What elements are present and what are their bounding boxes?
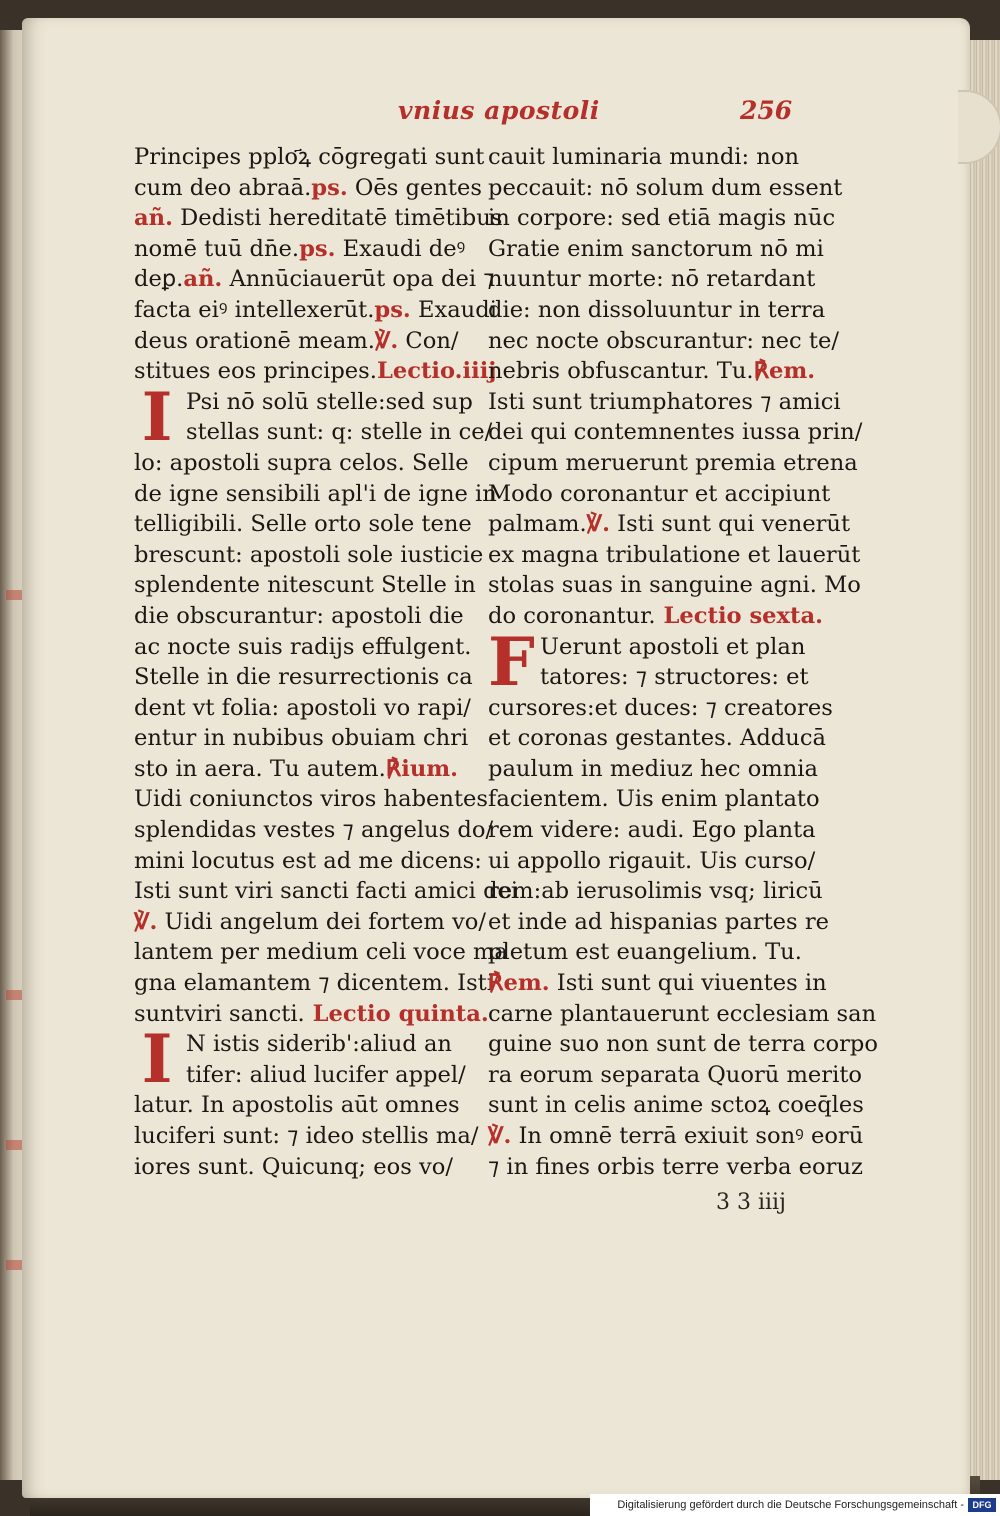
line-text: cipum meruerunt premia etrena bbox=[488, 449, 858, 476]
line-text: suntviri sancti. bbox=[134, 1000, 305, 1027]
line-text: Isti sunt qui venerūt bbox=[610, 511, 851, 538]
rubric-mark: ℣. bbox=[488, 1123, 512, 1149]
line-text: et inde ad hispanias partes re bbox=[488, 908, 830, 935]
line-text: ac nocte suis radijs effulgent. bbox=[134, 633, 472, 660]
drop-capital: F bbox=[488, 622, 535, 701]
line-text: lo: apostoli supra celos. Selle bbox=[134, 449, 469, 476]
line-text: mini locutus est ad me dicens: bbox=[134, 847, 482, 874]
text-line bbox=[134, 632, 484, 663]
text-line bbox=[488, 326, 838, 357]
rubric-mark: Lectio quinta. bbox=[304, 1000, 489, 1027]
line-text: dent vt folia: apostoli vo rapi/ bbox=[134, 694, 471, 721]
text-line bbox=[488, 723, 838, 754]
text-line bbox=[134, 723, 484, 754]
line-text: in corpore: sed etiā magis nūc bbox=[488, 205, 836, 232]
text-line bbox=[134, 968, 494, 999]
text-line bbox=[134, 907, 484, 938]
line-text: stitues eos principes. bbox=[134, 358, 377, 385]
text-line bbox=[134, 662, 484, 693]
text-line bbox=[488, 540, 861, 571]
text-line bbox=[488, 754, 838, 785]
line-text: nebris obfuscantur. Tu. bbox=[488, 358, 754, 385]
text-line bbox=[134, 784, 489, 815]
line-text: lantem per medium celi voce ma bbox=[134, 939, 508, 966]
running-head-title: vnius apostoli bbox=[398, 96, 600, 125]
text-line bbox=[134, 264, 495, 295]
dfg-logo: DFG bbox=[968, 1498, 996, 1512]
line-text: In omnē terrā exiuit sonꝰ eorū bbox=[511, 1123, 864, 1149]
line-text: Isti sunt triumphatores ⁊ amici bbox=[488, 388, 841, 415]
text-line bbox=[488, 234, 838, 265]
line-text: Principes pplo҃ꝝ cōgregati sunt bbox=[134, 144, 485, 170]
line-text: nomē tuū dn̄e. bbox=[134, 235, 300, 262]
text-line bbox=[134, 1060, 484, 1091]
line-text: peccauit: nō solum dum essent bbox=[488, 174, 843, 201]
line-text: tifer: aliud lucifer appel/ bbox=[186, 1061, 466, 1088]
rubric-mark: Lectio.iiij bbox=[376, 358, 497, 385]
line-text: facientem. Uis enim plantato bbox=[488, 786, 820, 813]
line-text: gna elamantem ⁊ dicentem. Isti bbox=[134, 970, 494, 997]
text-line bbox=[134, 540, 484, 571]
text-line bbox=[488, 601, 838, 632]
line-text: dei qui contemnentes iussa prin/ bbox=[488, 419, 863, 446]
text-line bbox=[488, 1090, 864, 1121]
text-line bbox=[488, 815, 838, 846]
drop-capital: I bbox=[141, 377, 173, 456]
text-line bbox=[488, 509, 851, 540]
text-line bbox=[134, 1090, 484, 1121]
text-line bbox=[488, 203, 838, 234]
text-line bbox=[488, 784, 838, 815]
line-text: Gratie enim sanctorum nō mi bbox=[488, 235, 824, 262]
line-text: ra eorum separata Quorū merito bbox=[488, 1061, 862, 1088]
rubric-mark: ps. bbox=[299, 235, 336, 262]
line-text: die obscurantur: apostoli die bbox=[134, 602, 464, 629]
line-text: splendente nitescunt Stelle in bbox=[134, 572, 476, 599]
text-line bbox=[134, 846, 484, 877]
line-text: Uidi coniunctos viros habentes bbox=[134, 786, 489, 813]
line-text: sto in aera. Tu autem. bbox=[134, 755, 386, 782]
signature-mark: 3 3 iiij bbox=[716, 1190, 786, 1215]
line-text: rem:ab ierusolimis vsq; liricū bbox=[488, 878, 823, 905]
text-line bbox=[134, 876, 519, 907]
line-text: entur in nubibus obuiam chri bbox=[134, 725, 469, 752]
line-text: Uidi angelum dei fortem vo/ bbox=[157, 908, 486, 935]
line-text: Exaudi bbox=[410, 296, 497, 323]
text-line bbox=[488, 173, 843, 204]
line-text: Isti sunt viri sancti facti amici dei bbox=[134, 878, 519, 905]
rubric-mark: añ. bbox=[183, 266, 223, 293]
rubric-mark: ps. bbox=[374, 296, 411, 323]
line-text: stolas suas in sanguine agni. Mo bbox=[488, 572, 861, 599]
text-line bbox=[488, 937, 838, 968]
rubric-mark: añ. bbox=[134, 205, 173, 232]
line-text: pletum est euangelium. Tu. bbox=[488, 939, 802, 966]
line-text: Con/ bbox=[398, 327, 459, 354]
text-line bbox=[134, 356, 497, 387]
left-text-column bbox=[134, 142, 519, 1182]
line-text: sunt in celis anime sctoꝝ coeq̄les bbox=[488, 1092, 864, 1119]
text-line bbox=[488, 1121, 864, 1152]
rubric-mark: ℟em. bbox=[753, 358, 816, 385]
line-text: do coronantur. bbox=[488, 602, 656, 629]
rubric-mark: ps. bbox=[311, 174, 348, 201]
line-text: latur. In apostolis aūt omnes bbox=[134, 1092, 460, 1119]
rubric-mark: ℟ium. bbox=[385, 755, 459, 782]
line-text: Annūciauerūt opa dei ⁊ bbox=[222, 266, 495, 293]
line-text: tatores: ⁊ structores: et bbox=[540, 664, 809, 691]
text-line bbox=[488, 1152, 863, 1183]
line-text: facta eiꝰ intellexerūt. bbox=[134, 296, 375, 323]
line-text: carne plantauerunt ecclesiam san bbox=[488, 1000, 877, 1027]
line-text: deus orationē meam. bbox=[134, 327, 375, 354]
line-text: paulum in mediuz hec omnia bbox=[488, 755, 818, 782]
text-line bbox=[134, 448, 484, 479]
text-line bbox=[134, 693, 484, 724]
text-line bbox=[488, 570, 861, 601]
line-text: splendidas vestes ⁊ angelus do/ bbox=[134, 817, 494, 844]
text-line bbox=[134, 173, 484, 204]
text-line bbox=[134, 601, 484, 632]
line-text: Uerunt apostoli et plan bbox=[540, 633, 806, 660]
text-line bbox=[134, 509, 484, 540]
text-line bbox=[134, 142, 484, 173]
line-text: guine suo non sunt de terra corpo bbox=[488, 1031, 878, 1058]
text-line bbox=[134, 1121, 484, 1152]
text-line bbox=[488, 448, 858, 479]
line-text: cauit luminaria mundi: non bbox=[488, 144, 800, 170]
line-text: Modo coronantur et accipiunt bbox=[488, 480, 831, 507]
line-text: Stelle in die resurrectionis ca bbox=[134, 664, 473, 691]
text-line bbox=[134, 937, 508, 968]
text-line bbox=[488, 417, 863, 448]
text-line bbox=[134, 295, 497, 326]
line-text: de igne sensibili apl'i de igne in bbox=[134, 480, 497, 507]
text-line bbox=[488, 662, 838, 693]
text-line bbox=[134, 815, 494, 846]
line-text: ui appollo rigauit. Uis curso/ bbox=[488, 847, 816, 874]
text-line bbox=[488, 1060, 862, 1091]
line-text: Dedisti hereditatē timētibus bbox=[172, 205, 503, 232]
drop-capital: I bbox=[141, 1020, 173, 1099]
text-line bbox=[488, 907, 838, 938]
rubric-mark: ℟em. bbox=[488, 970, 550, 997]
text-line bbox=[488, 1029, 878, 1060]
folio-number: 256 bbox=[740, 96, 793, 125]
line-text: luciferi sunt: ⁊ ideo stellis ma/ bbox=[134, 1123, 479, 1149]
text-line bbox=[134, 326, 484, 357]
rubric-mark: ℣. bbox=[586, 511, 610, 538]
text-line bbox=[488, 876, 838, 907]
right-text-column bbox=[488, 142, 878, 1182]
line-text: Exaudi deꝰ bbox=[335, 235, 466, 262]
line-text: ex magna tribulatione et lauerūt bbox=[488, 541, 861, 568]
text-line bbox=[488, 264, 838, 295]
text-line bbox=[134, 1152, 484, 1183]
text-line bbox=[134, 999, 489, 1030]
text-line bbox=[488, 846, 838, 877]
text-line bbox=[134, 234, 484, 265]
rubric-mark: ℣. bbox=[374, 327, 399, 354]
line-text: rem videre: audi. Ego planta bbox=[488, 817, 816, 844]
text-line bbox=[488, 999, 877, 1030]
line-text: telligibili. Selle orto sole tene bbox=[134, 511, 472, 538]
line-text: die: non dissoluuntur in terra bbox=[488, 296, 826, 323]
line-text: iores sunt. Quicunq; eos vo/ bbox=[134, 1153, 453, 1180]
line-text: Psi nō solū stelle:sed sup bbox=[186, 388, 473, 415]
line-text: ⁊ in fines orbis terre verba eoruz bbox=[488, 1153, 863, 1180]
text-line bbox=[488, 968, 838, 999]
text-line bbox=[134, 203, 503, 234]
text-line bbox=[488, 479, 838, 510]
text-line bbox=[488, 295, 838, 326]
text-line bbox=[134, 754, 484, 785]
line-text: deꝑ. bbox=[134, 266, 184, 293]
line-text: Isti sunt qui viuentes in bbox=[549, 970, 827, 997]
text-line bbox=[488, 693, 838, 724]
text-line bbox=[488, 142, 838, 173]
text-line bbox=[488, 387, 841, 418]
rubric-mark: ℣. bbox=[134, 908, 158, 935]
running-head bbox=[0, 96, 1000, 136]
line-text: N istis siderib':aliud an bbox=[186, 1031, 452, 1058]
line-text: cum deo abraā. bbox=[134, 174, 312, 201]
text-line bbox=[134, 570, 484, 601]
line-text: et coronas gestantes. Adducā bbox=[488, 725, 826, 752]
line-text: cursores:et duces: ⁊ creatores bbox=[488, 694, 833, 721]
text-line bbox=[488, 356, 838, 387]
line-text: palmam. bbox=[488, 511, 587, 538]
line-text: nuuntur morte: nō retardant bbox=[488, 266, 816, 293]
line-text: nec nocte obscurantur: nec te/ bbox=[488, 327, 839, 354]
line-text: brescunt: apostoli sole iusticie bbox=[134, 541, 484, 568]
line-text: Oēs gentes bbox=[347, 174, 482, 201]
digitization-credit: Digitalisierung gefördert durch die Deutsche Forschungsgemeinschaft - bbox=[590, 1494, 1000, 1516]
text-line bbox=[134, 479, 497, 510]
rubric-mark: Lectio sexta. bbox=[655, 602, 823, 629]
text-line bbox=[134, 417, 493, 448]
line-text: stellas sunt: q: stelle in ce/ bbox=[186, 419, 493, 446]
